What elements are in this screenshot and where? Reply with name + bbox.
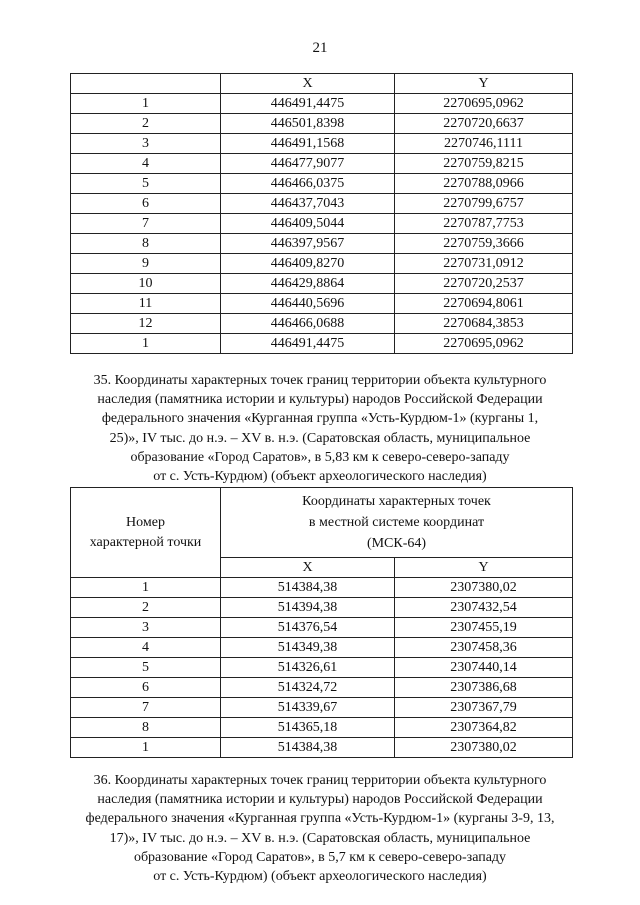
cell-point-number: 6 (71, 678, 221, 698)
cell-point-number: 8 (71, 234, 221, 254)
cell-y: 2270695,0962 (395, 94, 573, 114)
cell-x: 446409,5044 (221, 214, 395, 234)
cell-x: 514394,38 (221, 598, 395, 618)
table-row (71, 618, 573, 638)
cell-point-number: 5 (71, 658, 221, 678)
coordinates-table-section-35 (70, 487, 573, 758)
cell-y: 2270788,0966 (395, 174, 573, 194)
cell-y: 2307432,54 (395, 598, 573, 618)
cell-y: 2270759,3666 (395, 234, 573, 254)
column-header-y: Y (395, 558, 573, 578)
cell-x: 514326,61 (221, 658, 395, 678)
heading-text-line: от с. Усть-Курдюм) (объект археологического наследия) (153, 869, 487, 885)
table-row (71, 174, 573, 194)
table-row (71, 234, 573, 254)
table-row (71, 154, 573, 174)
cell-point-number: 6 (71, 194, 221, 214)
cell-point-number: 2 (71, 114, 221, 134)
cell-point-number: 4 (71, 154, 221, 174)
cell-y: 2270695,0962 (395, 334, 573, 354)
cell-y: 2270746,1111 (395, 134, 573, 154)
heading-text-line: 25)», IV тыс. до н.э. – XV в. н.э. (Саратовская область, муниципальное (109, 430, 531, 446)
column-header-x: X (221, 558, 395, 578)
cell-point-number: 2 (71, 598, 221, 618)
table-row (71, 334, 573, 354)
cell-y: 2270787,7753 (395, 214, 573, 234)
cell-x: 446477,9077 (221, 154, 395, 174)
cell-y: 2307380,02 (395, 578, 573, 598)
cell-x: 446466,0375 (221, 174, 395, 194)
table-row (71, 254, 573, 274)
table-row (71, 738, 573, 758)
table-row (71, 194, 573, 214)
table-row (71, 658, 573, 678)
cell-x: 514384,38 (221, 578, 395, 598)
cell-y: 2307440,14 (395, 658, 573, 678)
cell-y: 2307386,68 (395, 678, 573, 698)
cell-point-number: 10 (71, 274, 221, 294)
cell-point-number: 3 (71, 134, 221, 154)
cell-point-number: 8 (71, 718, 221, 738)
cell-y: 2307455,19 (395, 618, 573, 638)
coordinates-table-continued (70, 73, 573, 354)
cell-x: 446409,8270 (221, 254, 395, 274)
table-row (71, 598, 573, 618)
table-header-row (71, 74, 573, 94)
table-header-row (71, 488, 573, 558)
table-row (71, 678, 573, 698)
cell-point-number: 7 (71, 214, 221, 234)
cell-x: 514349,38 (221, 638, 395, 658)
column-header-x: X (221, 74, 395, 94)
heading-text-line: 17)», IV тыс. до н.э. – XV в. н.э. (Саратовская область, муниципальное (109, 830, 531, 846)
cell-x: 446501,8398 (221, 114, 395, 134)
heading-text-line: 35. Координаты характерных точек границ территории объекта культурного (93, 373, 547, 388)
cell-y: 2307364,82 (395, 718, 573, 738)
cell-point-number: 12 (71, 314, 221, 334)
cell-y: 2270720,2537 (395, 274, 573, 294)
section-35-heading (60, 371, 580, 486)
cell-x: 446491,4475 (221, 94, 395, 114)
cell-point-number: 9 (71, 254, 221, 274)
cell-point-number: 5 (71, 174, 221, 194)
table-body (71, 578, 573, 758)
table-row (71, 294, 573, 314)
cell-point-number: 4 (71, 638, 221, 658)
heading-text-line: федерального значения «Курганная группа «Усть-Курдюм-1» (курганы 3-9, 13, (85, 811, 555, 827)
column-header-number (71, 74, 221, 94)
cell-y: 2270759,8215 (395, 154, 573, 174)
cell-point-number: 1 (71, 578, 221, 598)
column-header-y: Y (395, 74, 573, 94)
cell-y: 2270731,0912 (395, 254, 573, 274)
cell-x: 446437,7043 (221, 194, 395, 214)
section-36-heading (60, 771, 580, 886)
cell-point-number: 1 (71, 94, 221, 114)
cell-point-number: 1 (71, 334, 221, 354)
heading-text-line: наследия (памятника истории и культуры) народов Российской Федерации (97, 792, 543, 808)
table-row (71, 718, 573, 738)
table-row (71, 134, 573, 154)
column-header-coordinates-group (221, 488, 573, 558)
cell-x: 514339,67 (221, 698, 395, 718)
cell-x: 446429,8864 (221, 274, 395, 294)
page-number: 21 (312, 40, 328, 56)
table-body (71, 94, 573, 354)
cell-point-number: 1 (71, 738, 221, 758)
header-text-line: в местной системе координат (308, 515, 485, 530)
cell-y: 2307458,36 (395, 638, 573, 658)
cell-x: 514365,18 (221, 718, 395, 738)
cell-x: 446466,0688 (221, 314, 395, 334)
table-row (71, 274, 573, 294)
table-row (71, 314, 573, 334)
header-text-line: Координаты характерных точек (302, 494, 491, 509)
cell-point-number: 7 (71, 698, 221, 718)
cell-point-number: 11 (71, 294, 221, 314)
cell-y: 2270684,3853 (395, 314, 573, 334)
cell-y: 2270694,8061 (395, 294, 573, 314)
heading-text-line: федерального значения «Курганная группа «Усть-Курдюм-1» (курганы 1, (101, 411, 539, 427)
cell-x: 446491,4475 (221, 334, 395, 354)
cell-x: 514324,72 (221, 678, 395, 698)
heading-text-line: от с. Усть-Курдюм) (объект археологического наследия) (153, 469, 487, 485)
cell-y: 2270720,6637 (395, 114, 573, 134)
heading-text-line: 36. Координаты характерных точек границ территории объекта культурного (93, 773, 547, 788)
cell-y: 2270799,6757 (395, 194, 573, 214)
heading-text-line: образование «Город Саратов», в 5,7 км к северо-северо-западу (133, 849, 507, 865)
table-row (71, 94, 573, 114)
column-header-point-number (71, 488, 221, 578)
cell-y: 2307367,79 (395, 698, 573, 718)
cell-x: 514384,38 (221, 738, 395, 758)
table-row (71, 578, 573, 598)
cell-x: 446397,9567 (221, 234, 395, 254)
cell-x: 446440,5696 (221, 294, 395, 314)
header-text-line: характерной точки (89, 534, 202, 550)
heading-text-line: наследия (памятника истории и культуры) народов Российской Федерации (97, 392, 543, 408)
heading-text-line: образование «Город Саратов», в 5,83 км к северо-северо-западу (130, 449, 510, 465)
header-text-line: (МСК-64) (366, 536, 427, 551)
cell-y: 2307380,02 (395, 738, 573, 758)
table-row (71, 214, 573, 234)
cell-point-number: 3 (71, 618, 221, 638)
table-row (71, 638, 573, 658)
cell-x: 446491,1568 (221, 134, 395, 154)
header-text-line: Номер (126, 514, 165, 530)
table-row (71, 114, 573, 134)
table-row (71, 698, 573, 718)
cell-x: 514376,54 (221, 618, 395, 638)
